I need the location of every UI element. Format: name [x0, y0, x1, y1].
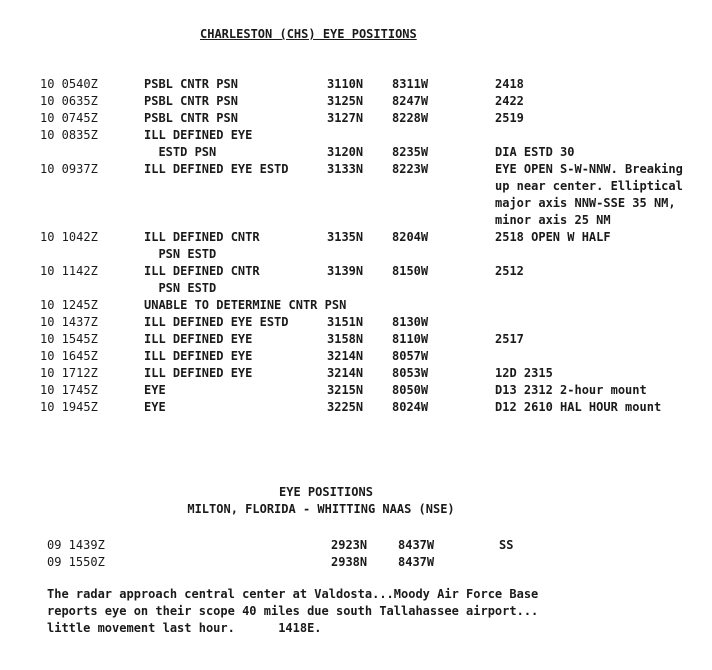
time-cell: 10 1437Z: [40, 315, 98, 329]
description-cell: PSN ESTD: [144, 247, 217, 261]
section2-header: [0, 484, 712, 518]
section1-title: CHARLESTON (CHS) EYE POSITIONS: [200, 27, 417, 41]
time-cell: 10 1745Z: [40, 383, 98, 397]
longitude-cell: 8437W: [398, 538, 435, 552]
paragraph-line: little movement last hour. 1418E.: [47, 621, 322, 635]
charleston-eye-positions-table: [0, 76, 712, 416]
latitude-cell: 2938N: [331, 555, 368, 569]
latitude-cell: 3139N: [327, 264, 364, 278]
description-cell: ILL DEFINED EYE ESTD: [144, 162, 289, 176]
remarks-cell: 2418: [495, 77, 524, 91]
longitude-cell: 8235W: [392, 145, 429, 159]
remarks-cell: D13 2312 2-hour mount: [495, 383, 647, 397]
table-row: [0, 382, 712, 399]
latitude-cell: 3151N: [327, 315, 364, 329]
time-cell: 10 1645Z: [40, 349, 98, 363]
table-row: [0, 348, 712, 365]
remarks-cell: up near center. Elliptical: [495, 179, 683, 193]
time-cell: 10 0540Z: [40, 77, 98, 91]
remarks-cell: major axis NNW-SSE 35 NM,: [495, 196, 676, 210]
longitude-cell: 8311W: [392, 77, 429, 91]
longitude-cell: 8110W: [392, 332, 429, 346]
table-row: [0, 365, 712, 382]
description-cell: PSN ESTD: [144, 281, 217, 295]
latitude-cell: 3127N: [327, 111, 364, 125]
latitude-cell: 3135N: [327, 230, 364, 244]
description-cell: ILL DEFINED CNTR: [144, 264, 260, 278]
latitude-cell: 3225N: [327, 400, 364, 414]
table-row: [0, 331, 712, 348]
description-cell: PSBL CNTR PSN: [144, 111, 238, 125]
table-row: [0, 537, 712, 554]
table-row: [0, 127, 712, 161]
description-cell: PSBL CNTR PSN: [144, 94, 238, 108]
latitude-cell: 3215N: [327, 383, 364, 397]
time-cell: 10 1712Z: [40, 366, 98, 380]
time-cell: 10 1245Z: [40, 298, 98, 312]
description-cell: EYE: [144, 383, 166, 397]
milton-eye-positions-table: [0, 537, 712, 571]
longitude-cell: 8024W: [392, 400, 429, 414]
remarks-cell: 12D 2315: [495, 366, 553, 380]
remarks-cell: minor axis 25 NM: [495, 213, 611, 227]
table-row: [0, 93, 712, 110]
description-cell: PSBL CNTR PSN: [144, 77, 238, 91]
longitude-cell: 8247W: [392, 94, 429, 108]
time-cell: 10 0937Z: [40, 162, 98, 176]
remarks-cell: EYE OPEN S-W-NNW. Breaking: [495, 162, 683, 176]
longitude-cell: 8057W: [392, 349, 429, 363]
time-cell: 10 0835Z: [40, 128, 98, 142]
time-cell: 10 1042Z: [40, 230, 98, 244]
latitude-cell: 3214N: [327, 366, 364, 380]
latitude-cell: 3133N: [327, 162, 364, 176]
table-row: [0, 554, 712, 571]
table-row: [0, 399, 712, 416]
remarks-cell: SS: [499, 538, 514, 552]
remarks-cell: 2512: [495, 264, 524, 278]
table-row: [0, 161, 712, 229]
description-cell: ILL DEFINED EYE: [144, 349, 253, 363]
latitude-cell: 2923N: [331, 538, 368, 552]
section2-subtitle: MILTON, FLORIDA - WHITTING NAAS (NSE): [187, 502, 455, 516]
table-row: [0, 76, 712, 93]
latitude-cell: 3120N: [327, 145, 364, 159]
paragraph-line: reports eye on their scope 40 miles due south Tallahassee airport...: [47, 604, 539, 618]
remarks-cell: 2517: [495, 332, 524, 346]
description-cell: ESTD PSN: [144, 145, 217, 159]
table-row: [0, 297, 712, 314]
section2-title: EYE POSITIONS: [279, 485, 373, 499]
description-cell: ILL DEFINED EYE ESTD: [144, 315, 289, 329]
time-cell: 09 1439Z: [47, 538, 105, 552]
longitude-cell: 8437W: [398, 555, 435, 569]
longitude-cell: 8228W: [392, 111, 429, 125]
latitude-cell: 3214N: [327, 349, 364, 363]
longitude-cell: 8130W: [392, 315, 429, 329]
radar-report-paragraph: [47, 586, 687, 637]
table-row: [0, 229, 712, 263]
table-row: [0, 314, 712, 331]
description-cell: EYE: [144, 400, 166, 414]
remarks-cell: D12 2610 HAL HOUR mount: [495, 400, 662, 414]
description-cell: UNABLE TO DETERMINE CNTR PSN: [144, 298, 347, 312]
time-cell: 10 1945Z: [40, 400, 98, 414]
description-cell: ILL DEFINED EYE: [144, 128, 253, 142]
table-row: [0, 110, 712, 127]
longitude-cell: 8150W: [392, 264, 429, 278]
description-cell: ILL DEFINED CNTR: [144, 230, 260, 244]
time-cell: 10 1142Z: [40, 264, 98, 278]
time-cell: 10 0745Z: [40, 111, 98, 125]
description-cell: ILL DEFINED EYE: [144, 332, 253, 346]
remarks-cell: 2422: [495, 94, 524, 108]
longitude-cell: 8223W: [392, 162, 429, 176]
time-cell: 10 0635Z: [40, 94, 98, 108]
longitude-cell: 8204W: [392, 230, 429, 244]
longitude-cell: 8053W: [392, 366, 429, 380]
time-cell: 09 1550Z: [47, 555, 105, 569]
time-cell: 10 1545Z: [40, 332, 98, 346]
remarks-cell: 2518 OPEN W HALF: [495, 230, 611, 244]
table-row: [0, 263, 712, 297]
latitude-cell: 3125N: [327, 94, 364, 108]
latitude-cell: 3158N: [327, 332, 364, 346]
longitude-cell: 8050W: [392, 383, 429, 397]
paragraph-line: The radar approach central center at Valdosta...Moody Air Force Base: [47, 587, 539, 601]
remarks-cell: 2519: [495, 111, 524, 125]
latitude-cell: 3110N: [327, 77, 364, 91]
remarks-cell: DIA ESTD 30: [495, 145, 575, 159]
description-cell: ILL DEFINED EYE: [144, 366, 253, 380]
